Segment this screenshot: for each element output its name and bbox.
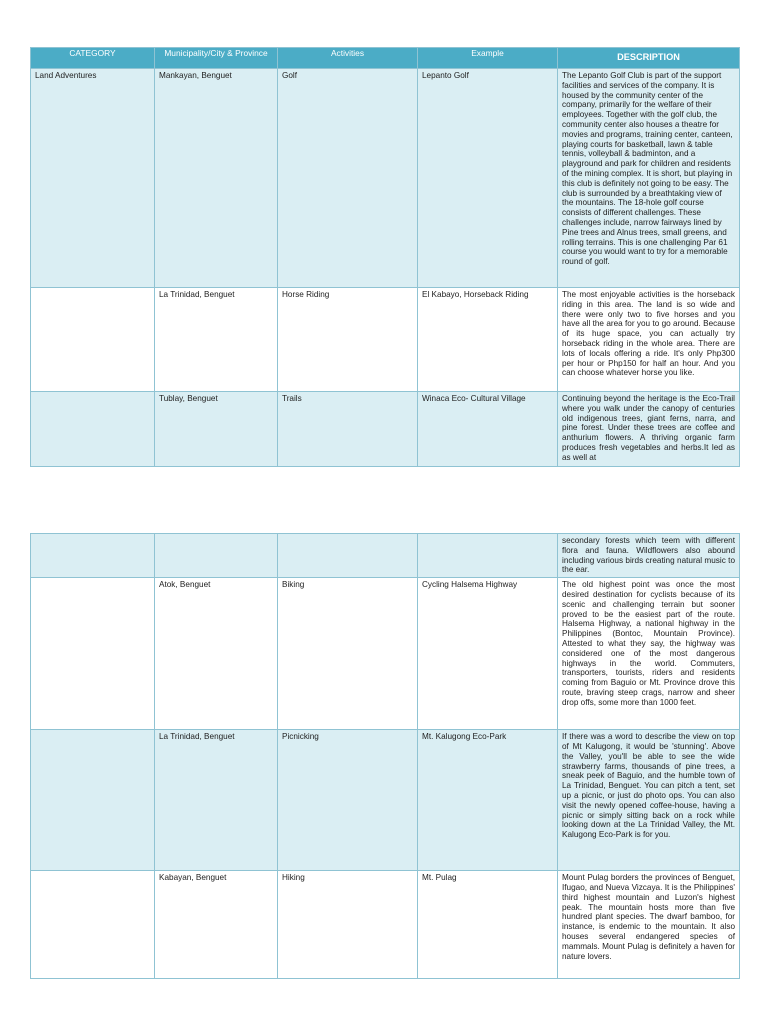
table-row [31,730,740,871]
cell-activity: Trails [278,392,418,467]
cell-description: The most enjoyable activities is the horseback riding in this area. The land is so wide and there were only two to five horses and you have all the area for you to go around. Because of its huge space, you can actually try horseback riding in the whole area. There are lots of locals offering a ride. It's only Php300 per hour or Php150 for half an hour. And you can choose whatever horse you like. [558,288,740,392]
cell-description: secondary forests which teem with different flora and fauna. Wildflowers also abound including various birds creating natural music to the ear. [558,534,740,578]
activities-table-2 [30,533,740,979]
cell-description: If there was a word to describe the view on top of Mt Kalugong, it would be 'stunning'. Above the Valley, you'll be able to see the wide strawberry farms, thousands of pine trees, a sneak peek of Baguio, and the humble town of La Trinidad, Benguet. You can pitch a tent, set up a picnic, or just do photo ops. You can also visit the newly opened coffee-house, having a picnic or simply sitting back on a rock while looking down at the La Trinidad Valley, the Mt. Kalugong Eco-Park is for you. [558,730,740,871]
activities-table-1 [30,47,740,467]
cell-activity [278,534,418,578]
cell-example: Lepanto Golf [418,69,558,288]
cell-category [31,288,155,392]
cell-activity: Hiking [278,871,418,979]
table-header-row [31,48,740,69]
cell-description: The old highest point was once the most desired destination for cyclists because of its scenic and challenging terrain but sooner proved to be the easiest part of the route. Halsema Highway, a national highway in the Philippines (Bontoc, Mountain Province). Attested to what they say, the highway was considered one of the most dangerous highways in the world. Commuters, transporters, tourists, riders and residents coming from Baguio or Mt. Province drove this route, braving steep crags, narrow and sheer drop offs, some more than 1000 feet. [558,578,740,730]
cell-category [31,534,155,578]
cell-example: El Kabayo, Horseback Riding [418,288,558,392]
cell-municipality: Kabayan, Benguet [155,871,278,979]
table-row [31,534,740,578]
cell-municipality: La Trinidad, Benguet [155,288,278,392]
cell-category: Land Adventures [31,69,155,288]
cell-municipality: La Trinidad, Benguet [155,730,278,871]
cell-municipality [155,534,278,578]
cell-example: Winaca Eco- Cultural Village [418,392,558,467]
header-description: DESCRIPTION [558,48,740,69]
cell-category [31,730,155,871]
cell-example: Cycling Halsema Highway [418,578,558,730]
cell-activity: Picnicking [278,730,418,871]
cell-description: The Lepanto Golf Club is part of the support facilities and services of the company. It is housed by the community center of the company, primarily for the welfare of their employees. Together with the golf club, the community center also houses a theatre for movies and programs, training center, canteen, playing courts for basketball, lawn & table tennis, volleyball & badminton, and a playground and park for children and residents of the mining complex. It is short, but playing in this club is definitely not going to be easy. The club is surrounded by a breathtaking view of the mountains. The 18-hole golf course consists of different challenges. These challenges include, narrow fairways lined by Pine trees and Alnus trees, small greens, and rolling terrains. This is one challenging Par 61 course you would want to try for a memorable round of golf. [558,69,740,288]
cell-municipality: Atok, Benguet [155,578,278,730]
table-row [31,69,740,288]
cell-category [31,392,155,467]
cell-municipality: Tublay, Benguet [155,392,278,467]
table-row [31,871,740,979]
cell-activity: Golf [278,69,418,288]
cell-activity: Horse Riding [278,288,418,392]
table-row [31,578,740,730]
cell-category [31,871,155,979]
table-row [31,392,740,467]
cell-description [558,392,740,467]
header-activities: Activities [278,48,418,69]
header-category: CATEGORY [31,48,155,69]
cell-example: Mt. Pulag [418,871,558,979]
cell-description-text: Continuing beyond the heritage is the Eco-Trail where you walk under the canopy of centuries old indigenous trees, giant ferns, narra, and pine forest. Under these trees are coffee and anthurium flowers. A thriving organic farm produces fresh vegetables and herbs.It led as as well at [562,394,735,462]
cell-example: Mt. Kalugong Eco-Park [418,730,558,871]
header-example: Example [418,48,558,69]
table-row [31,288,740,392]
cell-description: Mount Pulag borders the provinces of Benguet, Ifugao, and Nueva Vizcaya. It is the Philippines' third highest mountain and Luzon's highest peak. The mountain hosts more than five hundred plant species. The dwarf bamboo, for instance, is endemic to the mountain. It also houses several endangered species of mammals. Mount Pulag is definitely a haven for nature lovers. [558,871,740,979]
table-page-1 [30,47,739,467]
cell-municipality: Mankayan, Benguet [155,69,278,288]
cell-category [31,578,155,730]
header-municipality: Municipality/City & Province [155,48,278,69]
cell-activity: Biking [278,578,418,730]
cell-example [418,534,558,578]
table-page-2 [30,533,739,979]
